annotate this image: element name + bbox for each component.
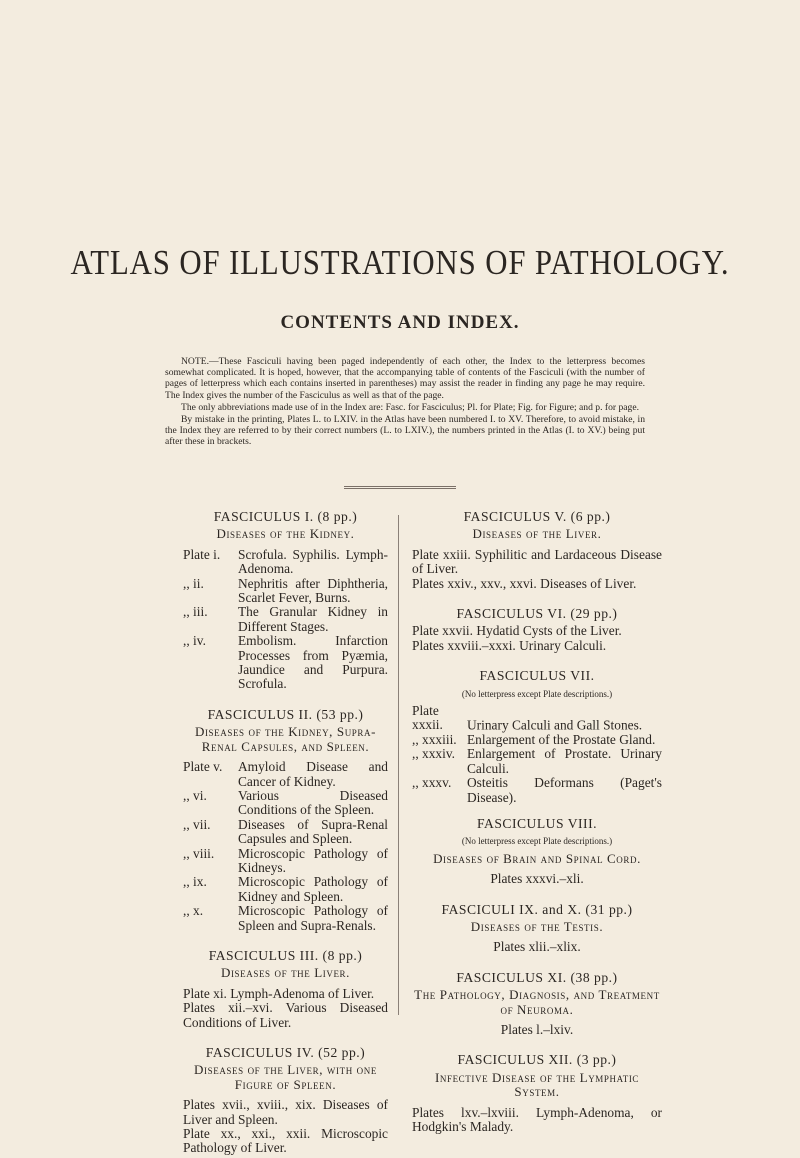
plate-number: ,, ix. [183, 874, 207, 890]
plate-line: Plates xlii.–xlix. [493, 939, 581, 955]
fasciculus-subject: Diseases of the Kidney, Supra-Renal Capsules, and Spleen. [194, 724, 377, 754]
fasciculus-6 [412, 607, 662, 653]
spacer [412, 1037, 662, 1053]
fasciculus-subject: Diseases of the Testis. [470, 918, 604, 934]
note-block [165, 356, 645, 449]
plate-number: ,, xxxv. [412, 775, 452, 791]
plate-description: Scrofula. Syphilis. Lymph-Adenoma. [238, 546, 388, 577]
plate-entry [412, 704, 662, 733]
fasciculus-subject: Diseases of Brain and Spinal Cord. [433, 850, 641, 866]
fasciculus-8 [412, 817, 662, 887]
plate-line: Plate xi. Lymph-Adenoma of Liver. [183, 985, 375, 1001]
left-column [183, 510, 388, 1156]
note-paragraph: By mistake in the printing, Plates L. to LXIV. in the Atlas have been numbered I. to XV. Therefore, to avoid mistake, in the Index they are referred to by their correct numbers (L. to LXIV.), the numbers printed in the Atlas (I. to XV.) being put after these in brackets. [165, 414, 645, 448]
plate-line: Plates lxv.–lxviii. Lymph-Adenoma, or Hodgkin's Malady. [412, 1104, 662, 1134]
fasciculus-subject: Diseases of the Kidney. [216, 526, 355, 542]
plate-number: ,, ii. [183, 575, 204, 591]
plate-description: Microscopic Pathology of Kidneys. [238, 845, 388, 875]
plate-description: Diseases of Supra-Renal Capsules and Spleen. [238, 816, 388, 847]
plate-entry [183, 577, 388, 606]
fasciculus-heading: FASCICULI IX. and X. (31 pp.) [441, 901, 633, 917]
fasciculus-heading: FASCICULUS III. (8 pp.) [208, 947, 363, 963]
fasciculus-heading: FASCICULUS XII. (3 pp.) [457, 1052, 617, 1068]
plate-number: ,, iv. [183, 633, 206, 649]
fasciculus-heading: FASCICULUS IV. (52 pp.) [205, 1045, 366, 1060]
plate-description: Enlargement of the Prostate Gland. [467, 731, 656, 747]
plate-entry [183, 760, 388, 789]
plate-description: Amyloid Disease and Cancer of Kidney. [238, 759, 388, 789]
fasciculus-heading: FASCICULUS VI. (29 pp.) [456, 606, 618, 622]
plate-number: ,, vi. [183, 787, 207, 803]
fasciculus-subject: Infective Disease of the Lymphatic System. [434, 1069, 640, 1100]
plate-line: Plates xxxvi.–xli. [490, 871, 584, 887]
plate-description: Osteitis Deformans (Paget's Disease). [467, 775, 662, 805]
plate-description: Microscopic Pathology of Kidney and Spleen. [238, 874, 388, 904]
fasciculus-heading: FASCICULUS II. (53 pp.) [207, 706, 364, 722]
plate-line: Plates xxviii.–xxxi. Urinary Calculi. [412, 637, 607, 653]
plate-number: ,, viii. [183, 845, 215, 861]
fasciculus-subject: Diseases of the Liver. [220, 965, 351, 981]
page-subtitle: CONTENTS AND INDEX. [280, 312, 520, 333]
spacer [183, 933, 388, 949]
plate-description: Microscopic Pathology of Spleen and Supra-Renals. [238, 903, 388, 933]
plate-number: ,, iii. [183, 604, 208, 620]
fasciculus-3 [183, 949, 388, 1030]
plate-line: Plates l.–lxiv. [500, 1021, 574, 1037]
plate-entry [183, 605, 388, 634]
plate-number: ,, vii. [183, 816, 211, 832]
fasciculus-4 [183, 1046, 388, 1156]
plate-number: Plate i. [183, 546, 221, 562]
plate-description: The Granular Kidney in Different Stages. [238, 604, 388, 634]
page-title: ATLAS OF ILLUSTRATIONS OF PATHOLOGY. [70, 243, 730, 282]
plate-description: Nephritis after Diphtheria, Scarlet Fever, Burns. [238, 575, 388, 606]
plate-entry [183, 904, 388, 933]
plate-entry [412, 747, 662, 776]
plate-number: ,, xxxiii. [412, 731, 457, 747]
plate-entry [183, 818, 388, 847]
fasciculus-12 [412, 1053, 662, 1134]
plate-description: Embolism. Infarction Processes from Pyæmia, Jaundice and Purpura. Scrofula. [238, 633, 388, 692]
column-divider [398, 515, 399, 1015]
plate-line: Plates xvii., xviii., xix. Diseases of Liver and Spleen. [183, 1097, 388, 1127]
fasciculus-11 [412, 971, 662, 1038]
fasciculus-note: (No letterpress except Plate descriptions.) [461, 688, 613, 699]
plate-description: Various Diseased Conditions of the Spleen. [238, 787, 388, 818]
plate-number: ,, x. [183, 903, 204, 919]
plate-line: Plates xxiv., xxv., xxvi. Diseases of Liver. [412, 575, 637, 591]
spacer [412, 955, 662, 971]
note-paragraph: NOTE.—These Fasciculi having been paged independently of each other, the Index to the letterpress becomes somewhat complicated. It is hoped, however, that the accompanying table of contents of the Fasciculi (with the number of pages of letterpress which each contains inserted in parentheses) may assist the reader in finding any page he may require. The Index gives the number of the Fasciculus as well as that of the page. [165, 356, 645, 401]
fasciculus-7 [412, 669, 662, 805]
fasciculus-note: (No letterpress except Plate descriptions.) [461, 836, 613, 847]
plate-line: Plates xii.–xvi. Various Diseased Conditions of Liver. [183, 1000, 388, 1030]
section-rule [344, 486, 456, 489]
spacer [183, 692, 388, 708]
plate-entry [183, 789, 388, 818]
fasciculi-9-10 [412, 903, 662, 955]
plate-line: Plate xxvii. Hydatid Cysts of the Liver. [412, 623, 622, 639]
fasciculus-subject: Diseases of the Liver, with one Figure of Spleen. [194, 1062, 377, 1092]
note-paragraph: The only abbreviations made use of in the Index are: Fasc. for Fasciculus; Pl. for Plate; Fig. for Figure; and p. for page. [181, 401, 639, 413]
fasciculus-subject: Diseases of the Liver. [472, 526, 602, 542]
right-column [412, 510, 662, 1134]
plate-number: Plate xxxii. [412, 703, 443, 733]
fasciculus-2 [183, 708, 388, 933]
plate-entry [183, 548, 388, 577]
fasciculus-heading: FASCICULUS XI. (38 pp.) [456, 969, 618, 985]
plate-entry [412, 733, 662, 747]
plate-entry [183, 875, 388, 904]
spacer [183, 1030, 388, 1046]
fasciculus-heading: FASCICULUS VIII. [476, 815, 598, 831]
fasciculus-heading: FASCICULUS I. (8 pp.) [213, 509, 358, 524]
plate-line: Plate xx., xxi., xxii. Microscopic Pathology of Liver. [183, 1126, 388, 1156]
spacer [412, 887, 662, 903]
plate-entry [412, 776, 662, 805]
plate-number: Plate v. [183, 759, 223, 775]
plate-entry [183, 634, 388, 692]
plate-entry [183, 847, 388, 876]
spacer [412, 653, 662, 669]
fasciculus-heading: FASCICULUS VII. [479, 668, 595, 684]
fasciculus-subject: The Pathology, Diagnosis, and Treatment of Neuroma. [414, 987, 660, 1017]
plate-line: Plate xxiii. Syphilitic and Lardaceous Disease of Liver. [412, 546, 662, 577]
fasciculus-heading: FASCICULUS V. (6 pp.) [463, 509, 611, 524]
plate-description: Enlargement of Prostate. Urinary Calculi. [467, 746, 662, 776]
spacer [412, 591, 662, 607]
fasciculus-1 [183, 510, 388, 692]
plate-description: Urinary Calculi and Gall Stones. [467, 717, 643, 733]
plate-number: ,, xxxiv. [412, 746, 456, 762]
fasciculus-5 [412, 510, 662, 591]
